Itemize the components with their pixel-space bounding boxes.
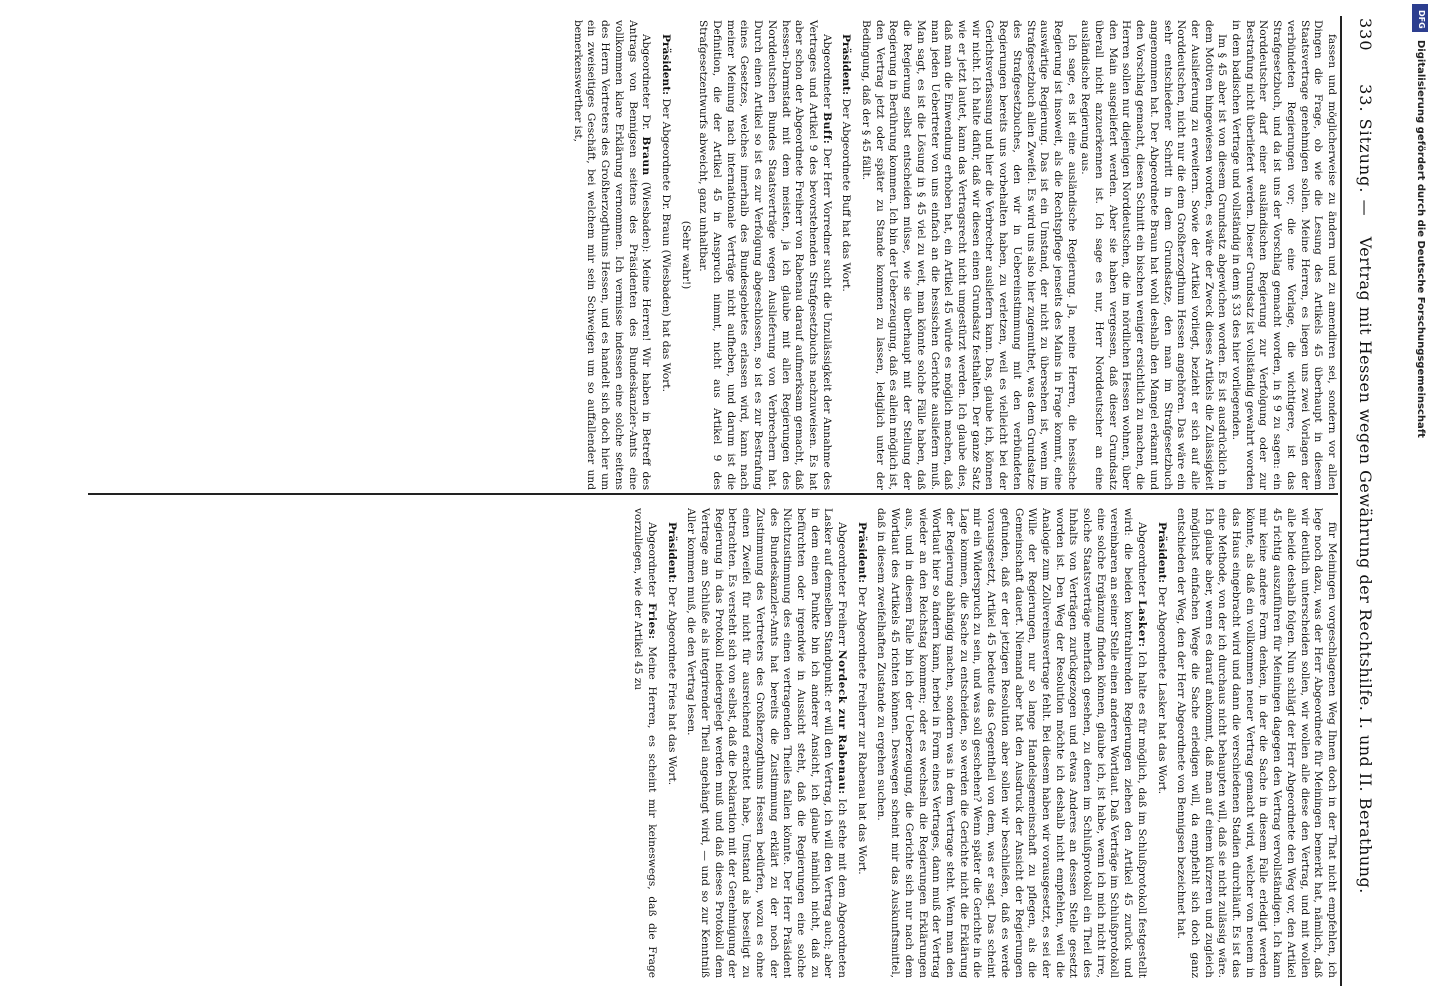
page-number: 330: [1356, 18, 1375, 52]
paragraph: Im § 45 aber ist von diesem Grundsatz abgewichen worden. Es ist ausdrücklich in dem Motiven hingewiesen worden, es wäre der Zweck dieses Artikels die Zulässigkeit der Auslieferung zu erweitern. Sowie der Artikel vorliegt, bezieht er sich auf alle Norddeutschen, nicht nur die dem Großherzogthum Hessen angehören. Das wäre ein sehr entschiedener Schritt in dem Grundsatze, den man im Strafgesetzbuch angenommen hat. Der Abgeordnete Braun hat wohl deshalb den Mangel erkannt und den Vorschlag gemacht, diesen Schnitt ein bischen weniger ersichtlich zu machen, die Herren sollen nur diejenigen Norddeutschen, die im nördlichen Hessen wohnen, über den Main ausgeliefert werden. Aber sie haben vergessen, daß dieser Grundsatz überall nicht anzuerkennen ist. Ich sage es nur, Herr Norddeutscher an eine ausländische Regierung aus.: [1079, 20, 1229, 490]
president-label: Präsident:: [665, 522, 678, 584]
speaker-name: Lasker:: [1135, 600, 1148, 648]
column-divider: [88, 493, 1338, 495]
session-label: 33. Sitzung. —: [1356, 84, 1375, 217]
paragraph: fassen und möglicherweise zu ändern und zu amendiren sei, sondern vor allen Dingen die Frage, ob wie die Lesung des Artikels 45 überhaupt in diesem Staatsvertrage genehmigen sollen. Meine Herren, es liegen uns zwei Vorlagen der verbündeten Regierungen vor; die eine Vorlage, die wichtigere, ist das Strafgesetzbuch, und da ist uns der Vorschlag gemacht worden, in § 9 zu sagen: ein Norddeutscher darf einer ausländischen Regierung zur Verfolgung oder zur Bestrafung nicht überliefert werden. Dieser Grundsatz ist vollständig gewahrt worden in dem badischen Vertrage und vollständig in dem § 33 des hier vorliegenden.: [1230, 20, 1338, 490]
president-label: Präsident:: [659, 34, 672, 96]
paragraph: für Meiningen vorgeschlagenen Weg Ihnen doch in der That nicht empfehlen, ich lege noch dazu, was der Herr Abgeordnete für Meiningen bemerkt hat, nämlich, daß wir deutlich unterscheiden sollen, wir wollen alle diese den Vertrag, und mit wollen alle beide deshalb folgen. Nun schlägt der Herr Abgeordnete den Weg vor, den Artikel 45 richtig auszuführen für Meiningen dagegen den Vertrag vervollständigen. Ich kann mir keine andere Form denken, in der die Sache in diesem Falle erledigt werden könnte, als daß ein vollkommen neuer Vertrag gemacht wird, welcher von neuem in das Haus eingebracht wird und dann die verschiedenen Stadien durchläuft. Es ist das eine Methode, von der ich durchaus nicht behaupten will, daß sie nicht zulässig wäre. Ich glaube aber, wenn es darauf ankommt, daß man auf einem kürzeren und zugleich möglichst einfachen Wege die Sache erledigen will, da empfiehlt sich doch ganz entschieden der Weg, den der Herr Abgeordnete von Bennigsen bezeichnet hat.: [1175, 508, 1338, 978]
speech-text: Meine Herren, es scheint mir keineswegs, daß die Frage vorzuliegen, wie der Artikel 45 zu: [632, 508, 658, 978]
applause-note: (Sehr wahr!): [679, 220, 692, 290]
president-line: [1154, 508, 1168, 978]
president-line: [658, 20, 672, 490]
president-text: Der Abgeordnete Fries hat das Wort.: [665, 586, 678, 786]
header-rule: [1340, 16, 1342, 986]
speaker-name: Braun: [640, 136, 653, 176]
president-label: Präsident:: [840, 34, 853, 96]
speech: [696, 20, 833, 490]
president-line: [854, 508, 868, 978]
speech-text: Meine Herren! Wir haben in Betreff des Antrags von Bennigsen seitens des Präsidenten des Bundeskanzler-Amts eine vollkommen klare Erklärung vernommen. Ich vermisse indessen eine solche seitens des Herrn Vertreters des Großherzogthums Hessen, und es handelt sich doch hier um ein zweiseitiges Geschäft, bei welchem mir sein Schweigen um so auffallender und bemerkenswerther ist,: [571, 20, 653, 491]
speaker-name: Nordeck zur Rabenau:: [836, 649, 849, 795]
dfg-logo-text: DFG: [1417, 10, 1426, 29]
speaker-intro: Abgeordneter: [820, 34, 833, 109]
speech: [874, 508, 1148, 978]
speech: [570, 20, 652, 490]
speaker-intro: Abgeordneter: [645, 522, 658, 597]
speaker-suffix: (Wiesbaden):: [640, 181, 653, 253]
speaker-intro: Abgeordneter Dr.: [640, 34, 653, 131]
president-text: Der Abgeordnete Buff hat das Wort.: [840, 98, 853, 292]
paragraph: Ich sage, es ist eine ausländische Regierung. Ja, meine Herren, die hessische Regierung ist insoweit, als die Rechtspflege jenseits des Mains in Frage kommt, eine auswärtige Regierung. Das ist ein Umstand, der nicht zu übersehen ist, wenn im Strafgesetzbuch allen Zweifel. Es wird uns also hier zugemuthet, was dem Grundsatze des Strafgesetzbuches, den wir in Uebereinstimmung mit den verbündeten Regierungen bereits uns vorbehalten haben, zu verletzen, weil es vielleicht bei der Gerichtsverfassung und hier die Verbrecher ausliefern kann. Das, glaube ich, können wir nicht. Ich halte dafür, daß wir diesen einen Grundsatz festhalten. Der ganze Satz wie er jetzt lautet, kann das Vertragsrecht nicht umgestürzt werden. Ich glaube dies, daß man die Einwendung erhoben hat, ein Artikel 45 würde es möglich machen, daß man jeden Uebertreter von uns einfach an die hessischen Gerichte ausliefern muß. Man sagt, es ist die Lösung in § 45 viel zu weit, man könnte solche Fälle haben, daß die Regierung selbst entscheiden müsse, wie sie überhaupt mit der Stellung der Regierung in Berührung kommen. Ich bin der Ueberzeugung, daß es allein möglich ist, den Vertrag jetzt oder später zu Stande kommen zu lassen, lediglich unter der Bedingung, daß der § 45 fällt.: [860, 20, 1078, 490]
dfg-logo: [1412, 4, 1428, 32]
speech-text: Der Herr Vorredner sucht die Unzulässigkeit der Annahme des Vertrages und Artikel 9 des bevorstehenden Strafgesetzbuchs nachzuweisen. Es hat aber schon der Abgeordnete Freiherr von Rabenau darauf aufmerksam gemacht, daß hessen-Darmstadt mit dem meisten, ja ich glaube mit allen Regierungen des Norddeutschen Bundes Staatsverträge wegen Auslieferung von Verbrechern hat. Durch einen Artikel so ist es zur Verfolgung abgeschlossen, so ist es zur Bestrafung eines Gesetzes, welches innerhalb des Bundesgebietes erlassen wird, kann nach meiner Meinung nach internationale Verträge nicht aufheben, und darum ist die Definition, die der Artikel 45 in Anspruch nimmt, nicht aus Artikel 9 des Strafgesetzentwurfs abweicht, ganz unhaltbar.: [697, 20, 833, 491]
speech-text: Ich halte es für möglich, daß im Schlußprotokoll festgestellt wird: die beiden kontrahirenden Regierungen ziehen den Artikel 45 zurück und vereinbaren an seiner Stelle einen anderen Wortlaut. Daß Verträge im Schlußprotokoll eine solche Ergänzung finden können, glaube ich, ist habe, wenn ich mich nicht irre, solche Staatsverträge mehrfach gesehen, zu denen im Schlußprotokoll ein Theil des Inhalts von Verträgen zurückgezogen und etwas Anderes an dessen Stelle gesetzt worden ist. Den Weg der Resolution möchte ich deshalb nicht empfehlen, weil die Analogie zum Zollvereinsvertrage fehlt. Bei diesem haben wir vorausgesetzt, es sei der Wille der Regierungen, nur so lange Handelsgemeinschaft zu pflegen, als die Gemeinschaft dauert. Niemand aber hat den Ausdruck der Ansicht der Regierungen gefunden, daß er der jetzigen Resolution aber sollen wir beschließen, daß es werde vorausgesetzt, Artikel 45 bedeute das Gegentheil von dem, was er sagt. Das scheint mir ein Widerspruch zu sein, und was soll geschehen? Wenn später die Gerichte in die Lage kommen, die Sache zu entscheiden, so werden die Gerichte nicht die Erklärung der Regierung abhängig machen, sondern was in dem Vertrage steht. Wenn man den Wortlaut hier so ändern kann, herbei in Form eines Vertrages, dann muß der Vertrag wieder an den Reichstag kommen; oder es wechseln die Regierungen Erklärungen aus, und in diesem Falle bin ich der Ueberzeugung, die Gerichte sich nur nach dem Wortlaut des Artikels 45 richten können. Deswegen scheint mir das Auskunftsmittel, daß in diesem zweifelhaften Zustande zu ergehen suchen.: [875, 508, 1148, 979]
page-header: [1343, 18, 1385, 988]
president-text: Der Abgeordnete Freiherr zur Rabenau hat das Wort.: [855, 586, 868, 875]
president-label: Präsident:: [855, 522, 868, 584]
text-column-right: [88, 20, 1338, 490]
speech: [631, 508, 658, 978]
speech-text: Ich stehe mit dem Abgeordneten Lasker auf demselben Standpunkt: er will den Vertrag, ich will den Vertrag auch; aber in dem einen Punkte bin ich anderer Ansicht, ich glaube nämlich nicht, daß zu befürchten oder irgendwie in Aussicht steht, daß die Regierungen eine solche Nichtzustimmung des einen vertragenden Theiles fallen könnte. Der Herr Präsident des Bundeskanzler-Amts hat bereits die Zustimmung erklärt zu der noch der Zustimmung des Vertreters des Großherzogthums Hessen bedürfen, wozu es ohne einen Zweifel für nicht für ausreichend erachtet habe, Umstand als beseitigt zu betrachten. Es versteht sich von selbst, daß die Deklaration mit der Genehmigung der Regierung in das Protokoll niedergelegt werden muß und daß dieses Protokoll dem Vertrage am Schluße als integrirender Theil angehängt wird, — und so zur Kenntniß Aller kommen muß, die den Vertrag lesen.: [685, 508, 849, 979]
president-text: Der Abgeordnete Dr. Braun (Wiesbaden) hat das Wort.: [659, 98, 672, 392]
speaker-intro: Abgeordneter Freiherr: [836, 522, 849, 646]
running-title: Vertrag mit Hessen wegen Gewährung der Rechtshilfe. I. und II. Berathung.: [1356, 236, 1375, 894]
president-line: [664, 508, 678, 978]
speaker-intro: Abgeordneter: [1135, 522, 1148, 597]
speaker-name: Buff:: [820, 112, 833, 145]
speech: [684, 508, 848, 978]
text-column-left: [88, 508, 1338, 978]
speaker-name: Fries:: [645, 603, 658, 640]
president-line: [839, 20, 853, 490]
president-text: Der Abgeordnete Lasker hat das Wort.: [1155, 586, 1168, 795]
funding-note: Digitalisierung gefördert durch die Deutsche Forschungsgemeinschaft: [1415, 40, 1426, 438]
president-label: Präsident:: [1155, 522, 1168, 584]
